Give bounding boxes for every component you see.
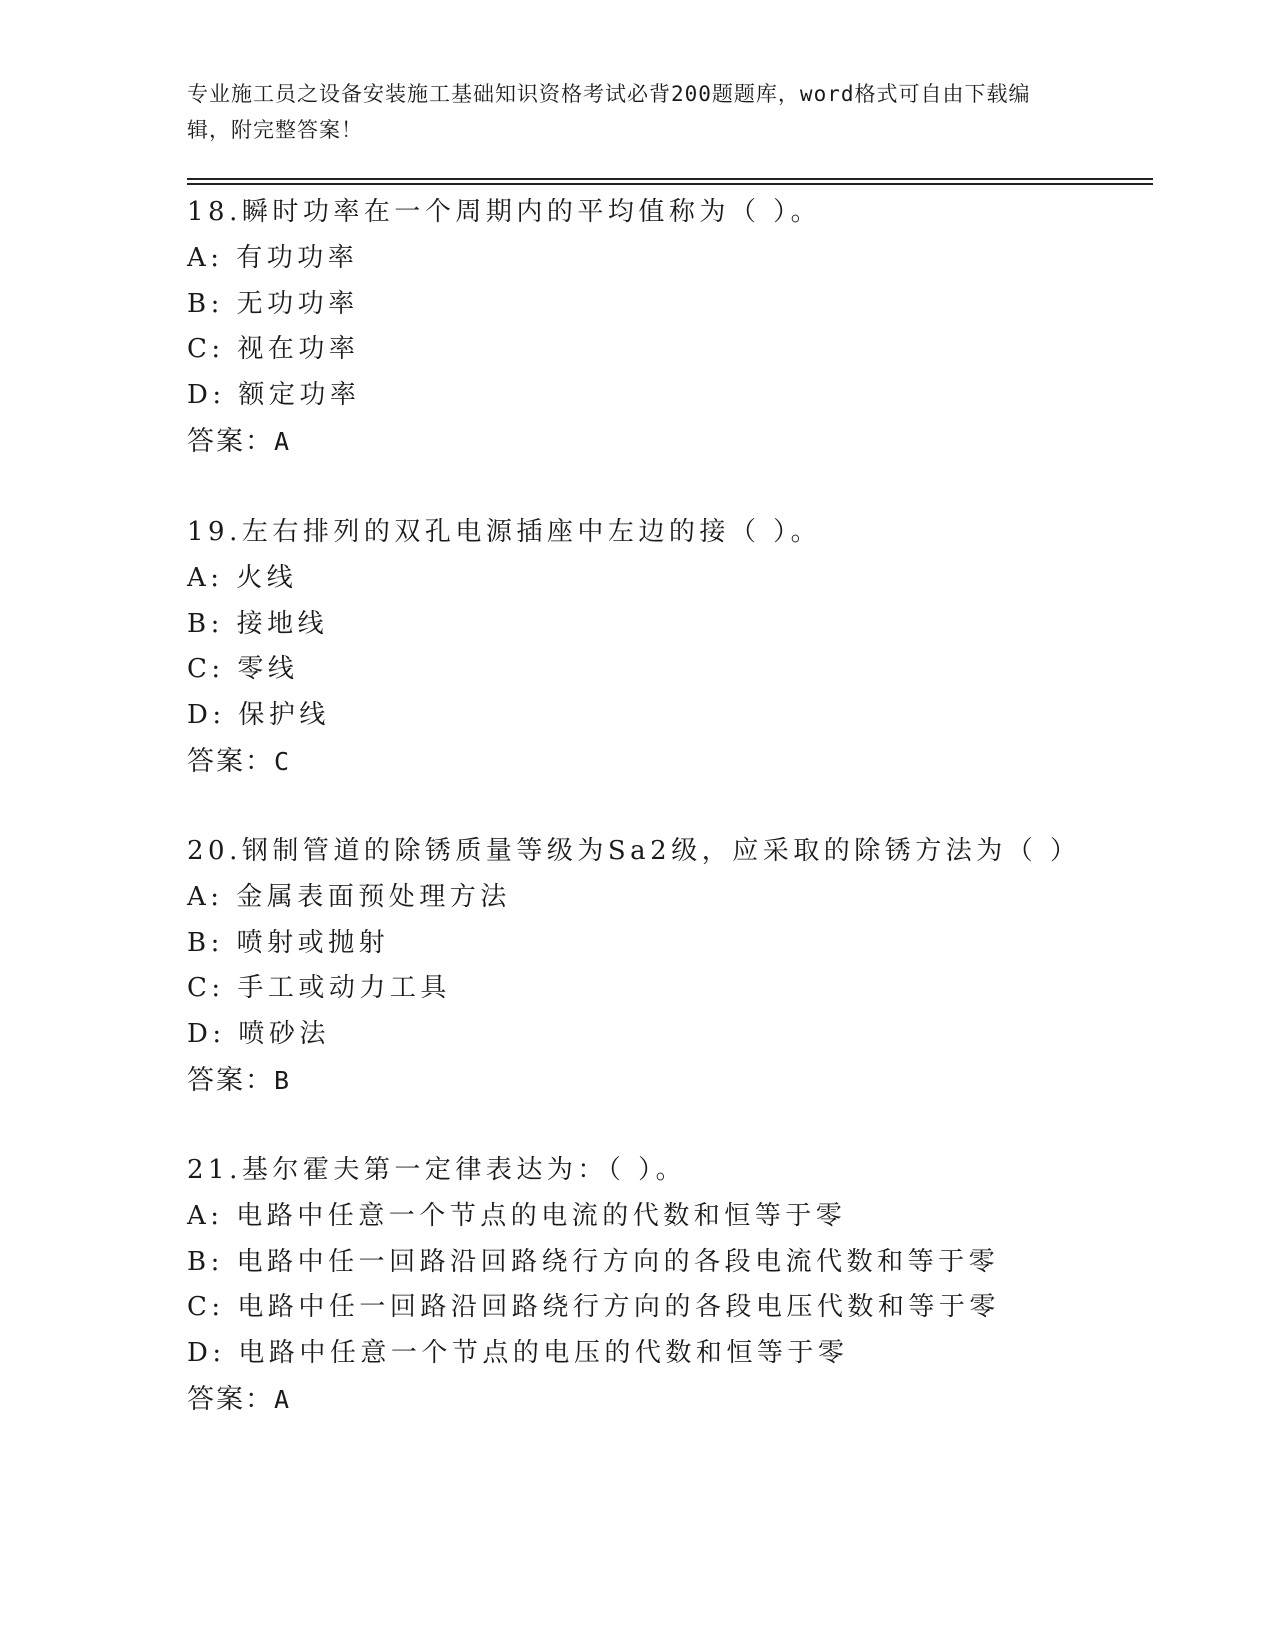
option-a: A: 火线: [187, 562, 298, 593]
question-block: [187, 1148, 1167, 1423]
option-c: C: 电路中任一回路沿回路绕行方向的各段电压代数和等于零: [187, 1292, 1000, 1323]
option-c: C: 零线: [187, 654, 299, 685]
question-block: [187, 829, 1167, 1104]
answer-label: 答案：: [187, 745, 274, 777]
answer-label: 答案：: [187, 1064, 274, 1096]
answer-value: A: [274, 426, 290, 456]
question-stem: 19.左右排列的双孔电源插座中左边的接（ ）。: [187, 517, 822, 547]
answer-line: [187, 1058, 1167, 1104]
answer-value: C: [274, 746, 290, 776]
option-b: B: 无功功率: [187, 288, 359, 319]
answer-line: [187, 739, 1167, 785]
question-stem: 20.钢制管道的除锈质量等级为Sa2级，应采取的除锈方法为（ ）: [187, 836, 1081, 866]
option-c: C: 手工或动力工具: [187, 973, 451, 1004]
option-b: B: 喷射或抛射: [187, 927, 390, 958]
header-divider-bottom: [187, 183, 1153, 185]
answer-line: [187, 1377, 1167, 1423]
answer-value: B: [274, 1065, 290, 1095]
option-a: A: 有功功率: [187, 242, 359, 273]
question-stem: 21.基尔霍夫第一定律表达为：（ ）。: [187, 1155, 687, 1185]
header-divider-top: [187, 178, 1153, 180]
answer-label: 答案：: [187, 1383, 274, 1415]
answer-value: A: [274, 1384, 290, 1414]
option-b: B: 接地线: [187, 608, 329, 639]
option-d: D: 喷砂法: [187, 1019, 330, 1050]
answer-line: [187, 419, 1167, 465]
question-stem: 18.瞬时功率在一个周期内的平均值称为（ ）。: [187, 197, 822, 227]
question-block: [187, 510, 1167, 785]
document-header: 专业施工员之设备安装施工基础知识资格考试必背200题题库，word格式可自由下载编辑，附完整答案！: [187, 82, 1031, 142]
option-a: A: 电路中任意一个节点的电流的代数和恒等于零: [187, 1200, 847, 1231]
option-b: B: 电路中任一回路沿回路绕行方向的各段电流代数和等于零: [187, 1246, 1000, 1277]
option-c: C: 视在功率: [187, 334, 360, 365]
option-d: D: 电路中任意一个节点的电压的代数和恒等于零: [187, 1338, 849, 1369]
option-a: A: 金属表面预处理方法: [187, 881, 511, 912]
answer-label: 答案：: [187, 425, 274, 457]
option-d: D: 保护线: [187, 700, 330, 731]
question-block: [187, 190, 1167, 465]
option-d: D: 额定功率: [187, 380, 361, 411]
